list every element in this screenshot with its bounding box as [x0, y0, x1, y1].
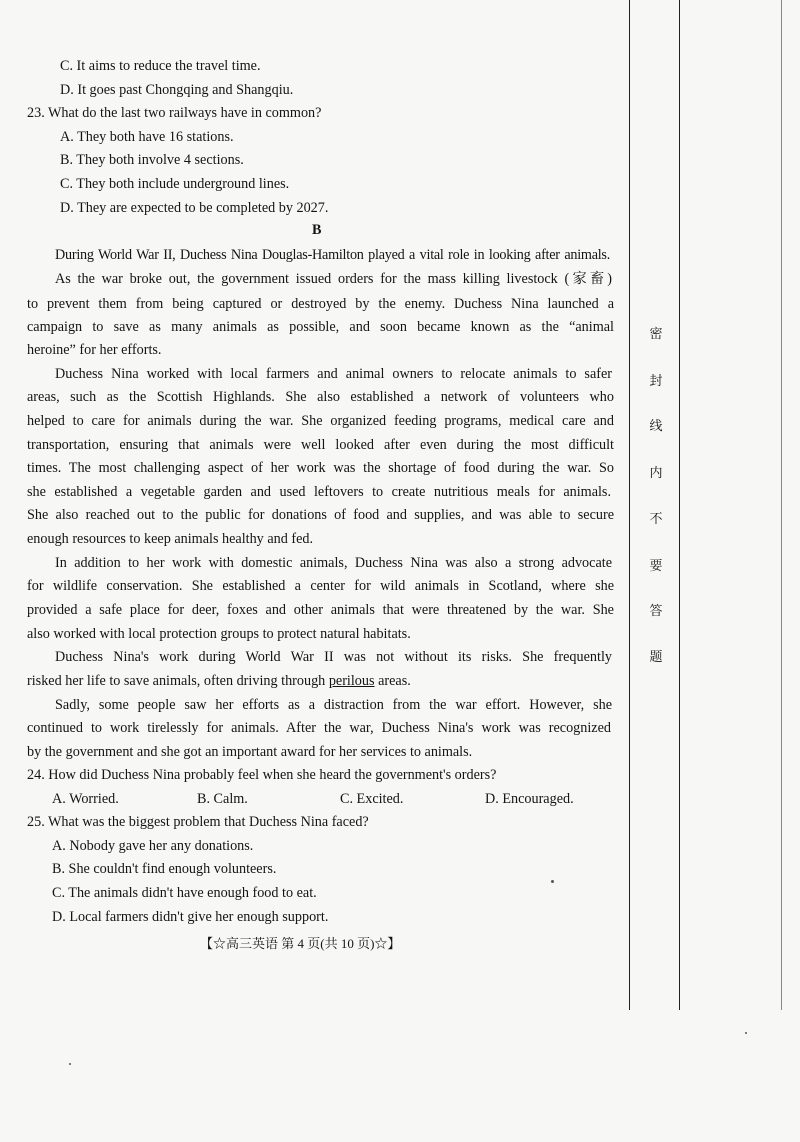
passage-letter: B [312, 222, 322, 238]
passage-line: also worked with local protection groups to protect natural habitats. [27, 626, 411, 642]
q24-option-c: C. Excited. [340, 791, 404, 807]
underlined-word: perilous [328, 673, 375, 689]
margin-char: 内 [649, 466, 663, 481]
binding-rule-left [629, 0, 630, 1010]
q25-option-a: A. Nobody gave her any donations. [52, 838, 254, 854]
q23-option-a: A. They both have 16 stations. [60, 129, 234, 145]
q25-stem: 25. What was the biggest problem that Duchess Nina faced? [27, 814, 369, 830]
passage-line: Duchess Nina worked with local farmers and animal owners to relocate animals to safer [55, 366, 612, 382]
q24-option-a: A. Worried. [52, 791, 119, 807]
q23-option-b: B. They both involve 4 sections. [60, 152, 244, 168]
margin-char: 要 [649, 559, 663, 574]
passage-line: During World War II, Duchess Nina Douglas-Hamilton played a vital role in looking after animals. [55, 247, 610, 263]
passage-line: She also reached out to the public for donations of food and supplies, and was able to secure [27, 507, 614, 523]
q22-option-d: D. It goes past Chongqing and Shangqiu. [60, 82, 294, 98]
passage-line: provided a safe place for deer, foxes and other animals that were threatened by the war. She [27, 602, 614, 618]
passage-line-with-underline [27, 672, 411, 690]
margin-char: 密 [649, 327, 663, 342]
passage-line: to prevent them from being captured or destroyed by the enemy. Duchess Nina launched a [27, 296, 614, 312]
q23-stem: 23. What do the last two railways have in common? [27, 105, 322, 121]
q25-option-d: D. Local farmers didn't give her enough support. [52, 909, 329, 925]
q24-option-d: D. Encouraged. [485, 791, 574, 807]
binding-rule-right [679, 0, 680, 1010]
q24-stem: 24. How did Duchess Nina probably feel when she heard the government's orders? [27, 767, 497, 783]
q22-option-c: C. It aims to reduce the travel time. [60, 58, 261, 74]
margin-char: 不 [649, 512, 663, 527]
passage-line: for wildlife conservation. She established a center for wild animals in Scotland, where she [27, 578, 614, 594]
passage-line: In addition to her work with domestic animals, Duchess Nina was also a strong advocate [55, 555, 612, 571]
passage-line: by the government and she got an important award for her services to animals. [27, 744, 473, 760]
scan-speck [69, 1063, 71, 1065]
passage-line: transportation, ensuring that animals were well looked after even during the most difficult [27, 437, 614, 453]
passage-line: enough resources to keep animals healthy and fed. [27, 531, 314, 547]
q23-option-c: C. They both include underground lines. [60, 176, 290, 192]
passage-line: campaign to save as many animals as possible, and soon became known as the “animal [27, 319, 614, 335]
margin-char: 题 [649, 650, 663, 665]
margin-char: 答 [649, 604, 663, 619]
q25-option-c: C. The animals didn't have enough food to eat. [52, 885, 317, 901]
passage-line: areas, such as the Scottish Highlands. She also established a network of volunteers who [27, 389, 614, 405]
binding-rule-outer [781, 0, 782, 1010]
passage-line-text: risked her life to save animals, often driving through [27, 673, 329, 689]
margin-char: 封 [649, 374, 663, 389]
passage-line: helped to care for animals during the war. She organized feeding programs, medical care and [27, 413, 614, 429]
margin-char: 线 [649, 419, 663, 434]
q24-options [52, 790, 652, 808]
page-footer: 【☆高三英语 第 4 页(共 10 页)☆】 [200, 936, 401, 951]
passage-line: continued to work tirelessly for animals. After the war, Duchess Nina's work was recognized [27, 720, 611, 736]
q24-option-b: B. Calm. [197, 791, 248, 807]
passage-line: Sadly, some people saw her efforts as a distraction from the war effort. However, she [55, 697, 612, 713]
passage-line: she established a vegetable garden and used leftovers to create nutritious meals for animals. [27, 484, 611, 500]
scan-speck [745, 1032, 747, 1034]
passage-line: As the war broke out, the government issued orders for the mass killing livestock (家畜) [55, 271, 612, 287]
passage-line: heroine” for her efforts. [27, 342, 162, 358]
passage-line: Duchess Nina's work during World War II was not without its risks. She frequently [55, 649, 612, 665]
q25-option-b: B. She couldn't find enough volunteers. [52, 861, 277, 877]
passage-line: times. The most challenging aspect of her work was the shortage of food during the war. So [27, 460, 614, 476]
scan-speck [551, 880, 554, 883]
passage-line-tail: areas. [374, 673, 411, 689]
q23-option-d: D. They are expected to be completed by 2027. [60, 200, 329, 216]
